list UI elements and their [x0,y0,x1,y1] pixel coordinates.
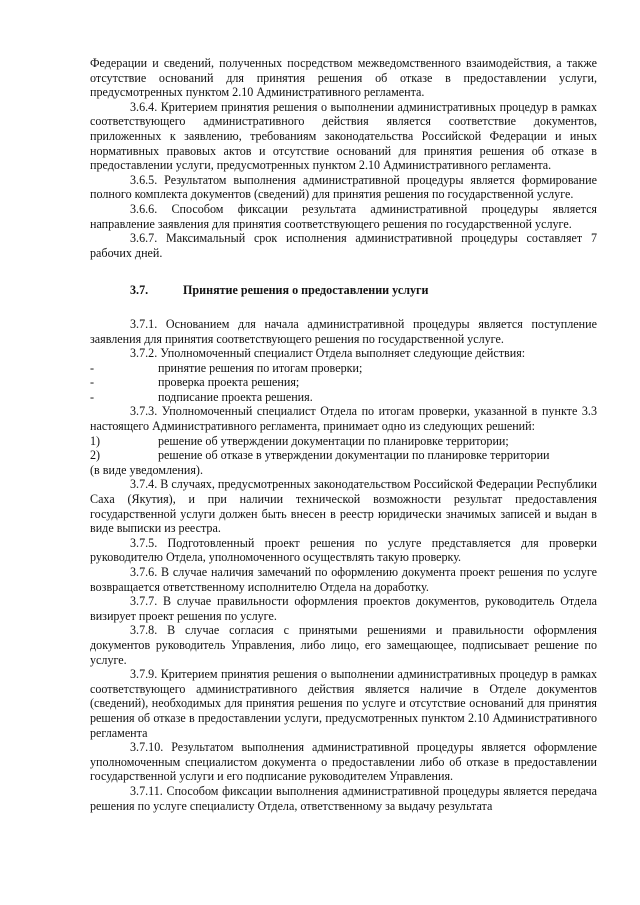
paragraph: 3.7.7. В случае правильности оформления проектов документов, руководитель Отдела визирует проект решения по услуге. [90,594,597,623]
paragraph: 3.7.6. В случае наличия замечаний по оформлению документа проект решения по услуге возвращается ответственному исполнителю Отдела на доработку. [90,565,597,594]
dash-list [90,361,597,405]
section-number: 3.7. [130,283,149,298]
list-text: подписание проекта решения. [158,389,313,404]
list-marker: - [90,360,95,375]
paragraph: 3.7.3. Уполномоченный специалист Отдела по итогам проверки, указанной в пункте 3.3 настоящего Административного регламента, принимает одно из следующих решений: [90,404,597,434]
paragraph: 3.7.1. Основанием для начала административной процедуры является поступление заявления для принятия соответствующего решения по государственной услуге. [90,316,597,346]
list-text: принятие решения по итогам проверки; [158,360,363,375]
paragraph: 3.7.5. Подготовленный проект решения по услуге представляется для проверки руководителю Отдела, уполномоченного осуществлять такую проверку. [90,535,597,565]
list-item [90,375,597,390]
paragraph: 3.6.4. Критерием принятия решения о выполнении административных процедур в рамках соответствующего административного действия является соответствие документов, приложенных к заявлению, требованиям законодательства Российской Федерации и иных нормативных правовых актов и отсутствие оснований для принятия решения об отказе в предоставлении услуги, предусмотренных пунктом 2.10 Административного регламента. [90,99,597,173]
list-text: решение об отказе в утверждении документации по планировке территории [158,448,550,463]
section-title: Принятие решения о предоставлении услуги [183,283,429,298]
list-text: проверка проекта решения; [158,375,300,390]
list-item [90,448,597,463]
paragraph: 3.7.8. В случае согласия с принятыми решениями и правильности оформления документов руководитель Управления, либо лицо, его замещающее, подписывает решение по услуге. [90,623,597,667]
section-heading [90,283,597,298]
list-item [90,390,597,405]
paragraph: 3.7.11. Способом фиксации выполнения административной процедуры является передача решения по услуге специалисту Отдела, ответственному за выдачу результата [90,783,597,813]
numbered-list [90,434,597,463]
list-marker: 2) [90,448,101,463]
list-marker: - [90,389,95,404]
paragraph: 3.7.4. В случаях, предусмотренных законодательством Российской Федерации Республики Саха (Якутия), и при наличии технической возможности результат предоставления государственной услуги должен быть внесен в реестр юридически значимых записей и выдан в виде выписки из реестра. [90,477,597,536]
list-text: решение об утверждении документации по планировке территории; [158,433,509,448]
list-item [90,434,597,449]
paragraph: Федерации и сведений, полученных посредством межведомственного взаимодействия, а также отсутствие оснований для принятия решения об отказе в предоставлении услуги, предусмотренных пунктом 2.10 Административного регламента. [90,56,597,100]
paragraph: 3.6.7. Максимальный срок исполнения административной процедуры составляет 7 рабочих дней. [90,231,597,260]
paragraph: 3.7.2. Уполномоченный специалист Отдела выполняет следующие действия: [130,346,526,361]
paragraph: 3.7.9. Критерием принятия решения о выполнении административных процедур в рамках соответствующего административного действия является наличие в Отделе документов (сведений), необходимых для принятия решения по услуге и отсутствие оснований для принятия решения об отказе в предоставлении услуги, предусмотренных пунктом 2.10 Административного регламента [90,667,597,740]
paragraph: 3.6.5. Результатом выполнения административной процедуры является формирование полного комплекта документов (сведений) для принятия решения по государственной услуге. [90,172,597,202]
paragraph: 3.6.6. Способом фиксации результата административной процедуры является направление заявления для принятия соответствующего решения по государственной услуге. [90,201,597,231]
list-marker: - [90,375,95,390]
list-marker: 1) [90,433,101,448]
paragraph: 3.7.10. Результатом выполнения административной процедуры является оформление уполномоченным специалистом документа о предоставлении либо об отказе в предоставлении государственной услуги и его подписание руководителем Управления. [90,740,597,784]
list-item [90,361,597,376]
paragraph: (в виде уведомления). [90,462,203,477]
